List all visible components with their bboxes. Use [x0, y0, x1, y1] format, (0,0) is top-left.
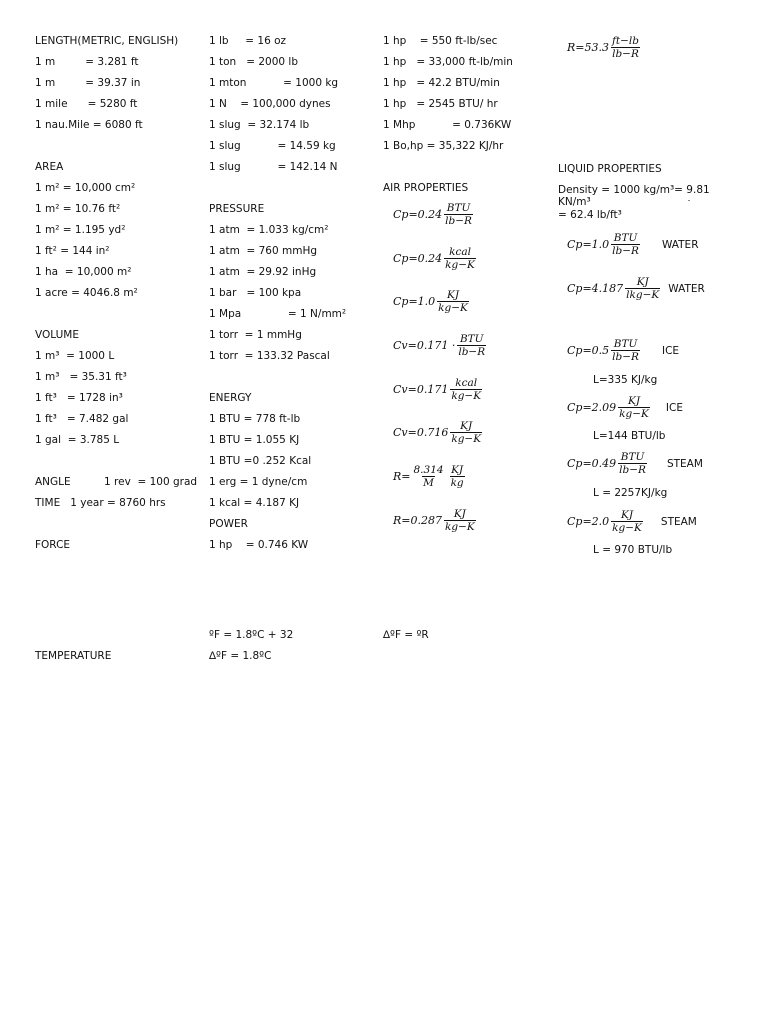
conversion-line: 1 BTU =0 .252 Kcal — [209, 455, 312, 467]
area-heading: AREA — [35, 161, 64, 173]
energy-heading: ENERGY — [209, 392, 252, 404]
conversion-line: 1 bar = 100 kpa — [209, 287, 302, 299]
conversion-line: 1 lb = 16 oz — [209, 35, 287, 47]
power-heading: POWER — [209, 518, 248, 530]
conversion-line: 1 nau.Mile = 6080 ft — [35, 119, 143, 131]
latent-heat-line: L = 970 BTU/lb — [593, 544, 673, 556]
length-heading: LENGTH(METRIC, ENGLISH) — [35, 35, 179, 47]
air-formula: R= $\frac{8.314}{M}$ KJ kg — [393, 464, 464, 489]
density-line: KN/m³ — [558, 196, 591, 208]
conversion-line: 1 gal = 3.785 L — [35, 434, 120, 446]
conversion-line: 1 mile = 5280 ft — [35, 98, 138, 110]
latent-heat-line: L = 2257KJ/kg — [593, 487, 668, 499]
angle-line: ANGLE 1 rev = 100 grad — [35, 476, 198, 488]
conversion-line: 1 ft³ = 1728 in³ — [35, 392, 123, 404]
conversion-line: 1 hp = 33,000 ft-lb/min — [383, 56, 513, 68]
conversion-line: 1 acre = 4046.8 m² — [35, 287, 138, 299]
conversion-line: 1 Bo,hp = 35,322 KJ/hr — [383, 140, 504, 152]
latent-heat-line: L=335 KJ/kg — [593, 374, 658, 386]
liquid-formula: Cp=0.49 BTU lb−R STEAM — [567, 451, 703, 476]
time-line: TIME 1 year = 8760 hrs — [35, 497, 166, 509]
conversion-line: 1 slug = 142.14 N — [209, 161, 338, 173]
force-heading: FORCE — [35, 539, 71, 551]
conversion-line: 1 m = 3.281 ft — [35, 56, 139, 68]
temperature-heading: TEMPERATURE — [35, 650, 112, 662]
conversion-line: 1 hp = 42.2 BTU/min — [383, 77, 500, 89]
conversion-line: 1 ft³ = 7.482 gal — [35, 413, 129, 425]
conversion-line: 1 erg = 1 dyne/cm — [209, 476, 308, 488]
conversion-line: 1 ha = 10,000 m² — [35, 266, 132, 278]
temperature-formula: ºF = 1.8ºC + 32 — [209, 629, 294, 641]
air-formula: Cp=0.24 BTU lb−R — [393, 202, 472, 227]
conversion-line: 1 BTU = 1.055 KJ — [209, 434, 300, 446]
liquid-formula: Cp=1.0 BTU lb−R WATER — [567, 232, 699, 257]
conversion-line: 1 atm = 1.033 kg/cm² — [209, 224, 329, 236]
air-formula: Cv=0.171 kcal kg−K — [393, 377, 482, 402]
volume-heading: VOLUME — [35, 329, 79, 341]
conversion-line: 1 kcal = 4.187 KJ — [209, 497, 300, 509]
latent-heat-line: L=144 BTU/lb — [593, 430, 666, 442]
conversion-line: 1 Mhp = 0.736KW — [383, 119, 512, 131]
conversion-line: 1 ton = 2000 lb — [209, 56, 299, 68]
conversion-line: 1 m³ = 1000 L — [35, 350, 115, 362]
air-formula: Cp=0.24 kcal kg−K — [393, 246, 475, 271]
gas-constant-formula: R=53.3 ft−lb lb−R — [567, 35, 639, 60]
conversion-line: 1 atm = 29.92 inHg — [209, 266, 317, 278]
liquid-formula: Cp=2.09 KJ kg−K ICE — [567, 395, 683, 420]
air-properties-heading: AIR PROPERTIES — [383, 182, 469, 194]
conversion-line: 1 slug = 14.59 kg — [209, 140, 336, 152]
conversion-line: 1 BTU = 778 ft-lb — [209, 413, 301, 425]
liquid-formula: Cp=2.0 KJ kg−K STEAM — [567, 509, 697, 534]
conversion-line: 1 m² = 1.195 yd² — [35, 224, 126, 236]
conversion-line: 1 m = 39.37 in — [35, 77, 141, 89]
conversion-line: 1 hp = 550 ft-lb/sec — [383, 35, 498, 47]
pressure-heading: PRESSURE — [209, 203, 265, 215]
temperature-formula: ∆ºF = 1.8ºC — [209, 650, 272, 662]
conversion-line: 1 ft² = 144 in² — [35, 245, 110, 257]
liquid-properties-heading: LIQUID PROPERTIES — [558, 163, 662, 175]
conversion-line: 1 Mpa = 1 N/mm² — [209, 308, 347, 320]
stray-dot — [688, 200, 690, 201]
density-line: = 62.4 lb/ft³ — [558, 209, 622, 221]
conversion-line: 1 torr = 1 mmHg — [209, 329, 302, 341]
air-formula: Cp=1.0 KJ kg−K — [393, 289, 468, 314]
conversion-line: 1 m² = 10.76 ft² — [35, 203, 121, 215]
conversion-line: 1 atm = 760 mmHg — [209, 245, 318, 257]
density-line: Density = 1000 kg/m³= 9.81 — [558, 184, 710, 196]
conversion-line: 1 mton = 1000 kg — [209, 77, 339, 89]
liquid-formula: Cp=4.187 KJ lkg−K WATER — [567, 276, 705, 301]
air-formula: R=0.287 KJ kg−K — [393, 508, 475, 533]
conversion-line: 1 m³ = 35.31 ft³ — [35, 371, 127, 383]
air-formula: Cv=0.716 KJ kg−K — [393, 420, 482, 445]
conversion-line: 1 slug = 32.174 lb — [209, 119, 310, 131]
liquid-formula: Cp=0.5 BTU lb−R ICE — [567, 338, 680, 363]
temperature-formula: ∆ºF = ºR — [383, 629, 429, 641]
conversion-line: 1 torr = 133.32 Pascal — [209, 350, 330, 362]
conversion-line: 1 N = 100,000 dynes — [209, 98, 331, 110]
conversion-line: 1 m² = 10,000 cm² — [35, 182, 136, 194]
conversion-line: 1 hp = 0.746 KW — [209, 539, 309, 551]
conversion-line: 1 hp = 2545 BTU/ hr — [383, 98, 498, 110]
air-formula: Cv=0.171 · BTU lb−R — [393, 333, 486, 358]
